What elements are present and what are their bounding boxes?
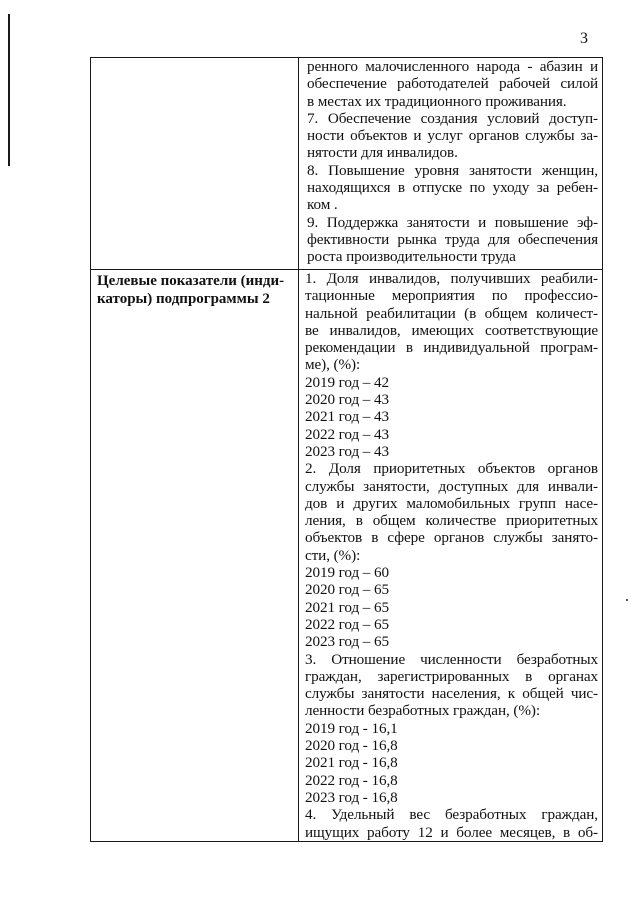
row2-label-line: каторы) подпрограммы 2: [97, 291, 270, 307]
text-line: ности объектов и услуг органов службы за-: [307, 127, 598, 145]
text-line: 8. Повышение уровня занятости женщин,: [307, 161, 598, 179]
text-line: 2019 год – 42: [305, 373, 389, 391]
text-line: 7. Обеспечение создания условий доступ-: [307, 109, 598, 127]
text-line: 2023 год - 16,8: [305, 788, 398, 806]
text-line: в местах их традиционного проживания.: [307, 92, 567, 110]
text-line: тационные мероприятия по профессио-: [305, 287, 598, 305]
text-line: 2023 год – 65: [305, 633, 389, 651]
text-line: 2020 год – 43: [305, 391, 389, 409]
row1-content-cell: [299, 58, 603, 270]
text-line: дов и других маломобильных групп насе-: [305, 494, 598, 512]
text-line: 2020 год - 16,8: [305, 737, 398, 755]
text-line: ищущих работу 12 и более месяцев, в об-: [305, 823, 598, 841]
row2-content-cell: [299, 270, 603, 842]
margin-bar: [8, 14, 10, 166]
text-line: 9. Поддержка занятости и повышение эф-: [307, 213, 598, 231]
text-line: 2022 год – 65: [305, 615, 389, 633]
text-line: ком .: [307, 196, 338, 214]
text-line: службы занятости населения, к общей чис-: [305, 685, 598, 703]
text-line: 2021 год – 43: [305, 408, 389, 426]
text-line: ления, в общем количестве приоритетных: [305, 512, 598, 530]
text-line: ренного малочисленного народа - абазин и: [307, 58, 598, 75]
text-line: 2. Доля приоритетных объектов органов: [305, 460, 598, 478]
margin-dot: [626, 599, 628, 601]
table-row-indicators: [91, 270, 603, 842]
text-line: нятости для инвалидов.: [307, 144, 458, 162]
text-line: находящихся в отпуске по уходу за ребен-: [307, 179, 598, 197]
text-line: роста производительности труда: [307, 248, 516, 266]
text-line: 2019 год – 60: [305, 564, 389, 582]
text-line: граждан, зарегистрированных в органах: [305, 667, 598, 685]
text-line: обеспечение работодателей рабочей силой: [307, 75, 598, 93]
text-line: службы занятости, доступных для инвали-: [305, 477, 598, 495]
text-line: 1. Доля инвалидов, получивших реабили-: [305, 270, 598, 287]
text-line: фективности рынка труда для обеспечения: [307, 230, 598, 248]
text-line: 2020 год – 65: [305, 581, 389, 599]
row2-content: [299, 270, 602, 841]
text-line: 2021 год - 16,8: [305, 754, 398, 772]
row2-label-cell: [91, 270, 299, 842]
text-line: ме), (%):: [305, 356, 361, 374]
text-line: ве инвалидов, имеющих соответствующие: [305, 321, 598, 339]
text-line: сти, (%):: [305, 546, 361, 564]
program-table: [90, 57, 603, 842]
text-line: 2022 год – 43: [305, 425, 389, 443]
row1-content: [299, 58, 602, 266]
table-row-continuation: [91, 58, 603, 270]
text-line: 2022 год - 16,8: [305, 771, 398, 789]
text-line: 2023 год – 43: [305, 442, 389, 460]
text-line: ленности безработных граждан, (%):: [305, 702, 540, 720]
page-number: 3: [580, 30, 588, 47]
text-line: рекомендации в индивидуальной програм-: [305, 339, 598, 357]
text-line: 3. Отношение численности безработных: [305, 650, 598, 668]
text-line: объектов в сфере органов службы занято-: [305, 529, 598, 547]
text-line: 2021 год – 65: [305, 598, 389, 616]
row2-label-line: Целевые показатели (инди-: [97, 273, 285, 289]
row1-label-cell: [91, 58, 299, 270]
text-line: нальной реабилитации (в общем количест-: [305, 304, 598, 322]
text-line: 2019 год - 16,1: [305, 719, 398, 737]
row1-label: [91, 58, 298, 60]
text-line: 4. Удельный вес безработных граждан,: [305, 806, 598, 824]
row2-label: [91, 270, 298, 308]
